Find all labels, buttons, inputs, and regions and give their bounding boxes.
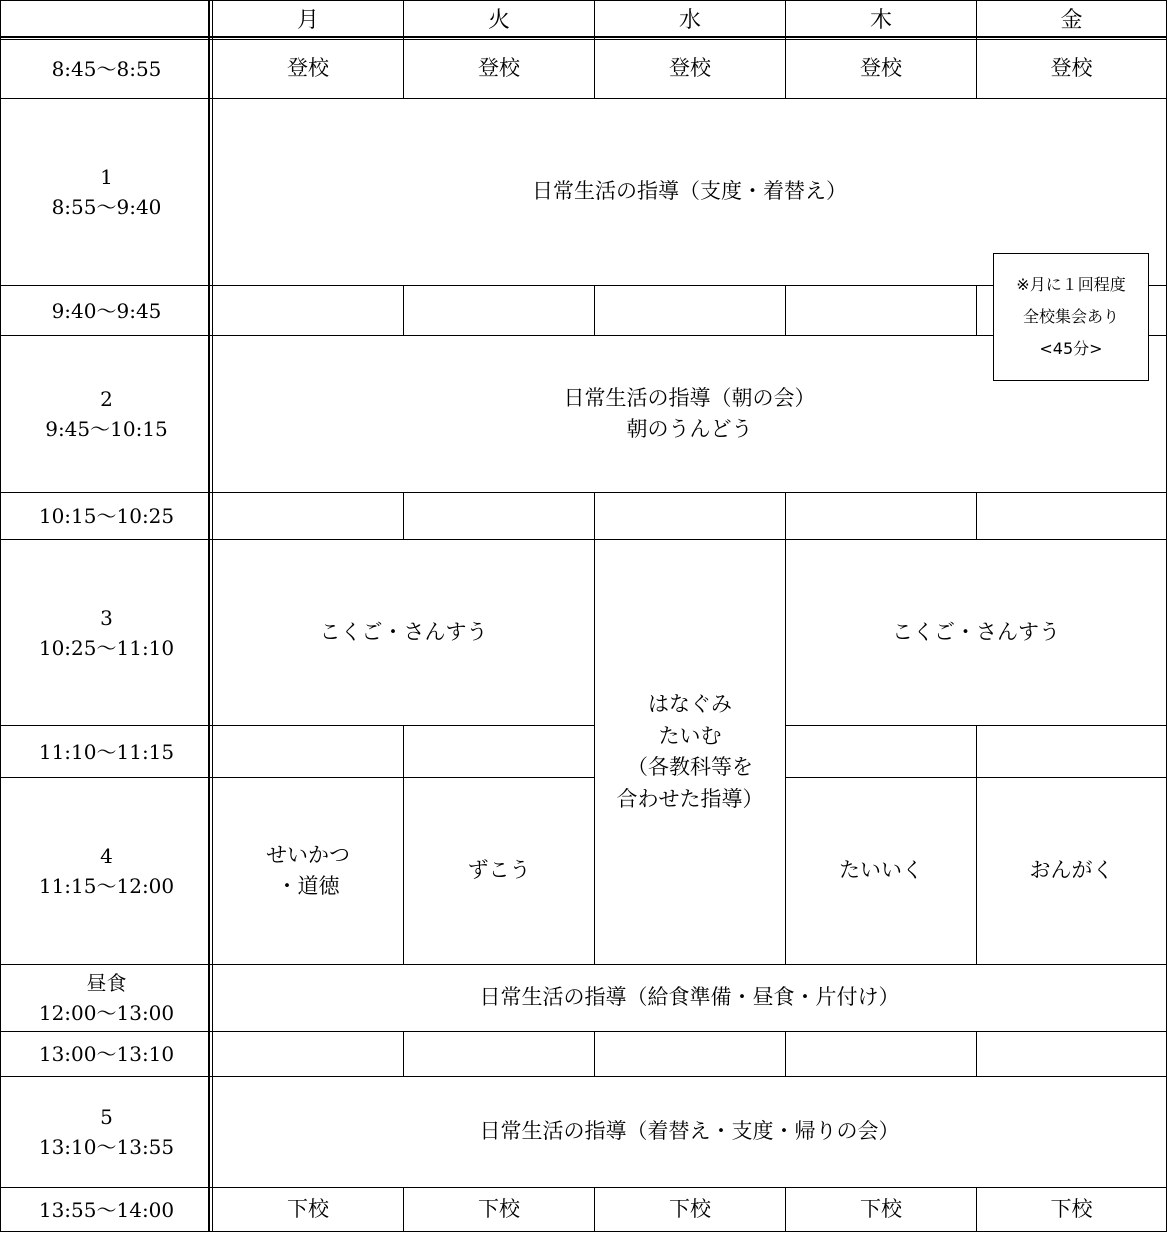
time-break1: 9:40～9:45: [0, 285, 213, 336]
day-header-mon: 月: [212, 0, 404, 40]
assembly-note: ※月に１回程度 全校集会あり <45分>: [993, 253, 1149, 381]
arrival-thu: 登校: [785, 39, 977, 99]
time-break2: 10:15～10:25: [0, 492, 213, 540]
time-period2: 2 9:45～10:15: [0, 335, 213, 493]
dismissal-thu: 下校: [785, 1187, 977, 1232]
time-period3: 3 10:25～11:10: [0, 539, 213, 726]
arrival-fri: 登校: [976, 39, 1167, 99]
period3-mon-tue: こくご・さんすう: [212, 539, 595, 726]
break3-thu: [785, 725, 977, 778]
header-column-double-line: [208, 0, 210, 1232]
dismissal-fri: 下校: [976, 1187, 1167, 1232]
time-period5: 5 13:10～13:55: [0, 1076, 213, 1188]
wednesday-block: はなぐみ たいむ （各教科等を 合わせた指導）: [594, 539, 786, 965]
day-header-fri: 金: [976, 0, 1167, 40]
break1-wed: [594, 285, 786, 336]
break2-fri: [976, 492, 1167, 540]
day-header-thu: 木: [785, 0, 977, 40]
arrival-mon: 登校: [212, 39, 404, 99]
day-header-wed: 水: [594, 0, 786, 40]
lunch-activity: 日常生活の指導（給食準備・昼食・片付け）: [212, 964, 1167, 1032]
time-arrival: 8:45～8:55: [0, 39, 213, 99]
break2-tue: [403, 492, 595, 540]
time-period1: 1 8:55～9:40: [0, 98, 213, 286]
break3-tue: [403, 725, 595, 778]
corner-cell: [0, 0, 213, 40]
period3-thu-fri: こくご・さんすう: [785, 539, 1167, 726]
time-lunch: 昼食 12:00～13:00: [0, 964, 213, 1032]
break2-mon: [212, 492, 404, 540]
break2-thu: [785, 492, 977, 540]
period5-activity: 日常生活の指導（着替え・支度・帰りの会）: [212, 1076, 1167, 1188]
arrival-wed: 登校: [594, 39, 786, 99]
break4-fri: [976, 1031, 1167, 1077]
period4-fri: おんがく: [976, 777, 1167, 965]
time-dismissal: 13:55～14:00: [0, 1187, 213, 1232]
day-header-tue: 火: [403, 0, 595, 40]
header-row-double-line: [0, 36, 1167, 38]
period2-activity: 日常生活の指導（朝の会） 朝のうんどう: [212, 335, 1167, 493]
period1-activity: 日常生活の指導（支度・着替え）: [212, 98, 1167, 286]
break1-tue: [403, 285, 595, 336]
break2-wed: [594, 492, 786, 540]
dismissal-tue: 下校: [403, 1187, 595, 1232]
break4-mon: [212, 1031, 404, 1077]
dismissal-mon: 下校: [212, 1187, 404, 1232]
dismissal-wed: 下校: [594, 1187, 786, 1232]
period4-thu: たいいく: [785, 777, 977, 965]
break3-fri: [976, 725, 1167, 778]
period4-mon: せいかつ ・道徳: [212, 777, 404, 965]
arrival-tue: 登校: [403, 39, 595, 99]
break4-thu: [785, 1031, 977, 1077]
break4-tue: [403, 1031, 595, 1077]
break1-mon: [212, 285, 404, 336]
break3-mon: [212, 725, 404, 778]
time-break3: 11:10～11:15: [0, 725, 213, 778]
time-period4: 4 11:15～12:00: [0, 777, 213, 965]
break1-thu: [785, 285, 977, 336]
period4-tue: ずこう: [403, 777, 595, 965]
break4-wed: [594, 1031, 786, 1077]
time-break4: 13:00～13:10: [0, 1031, 213, 1077]
